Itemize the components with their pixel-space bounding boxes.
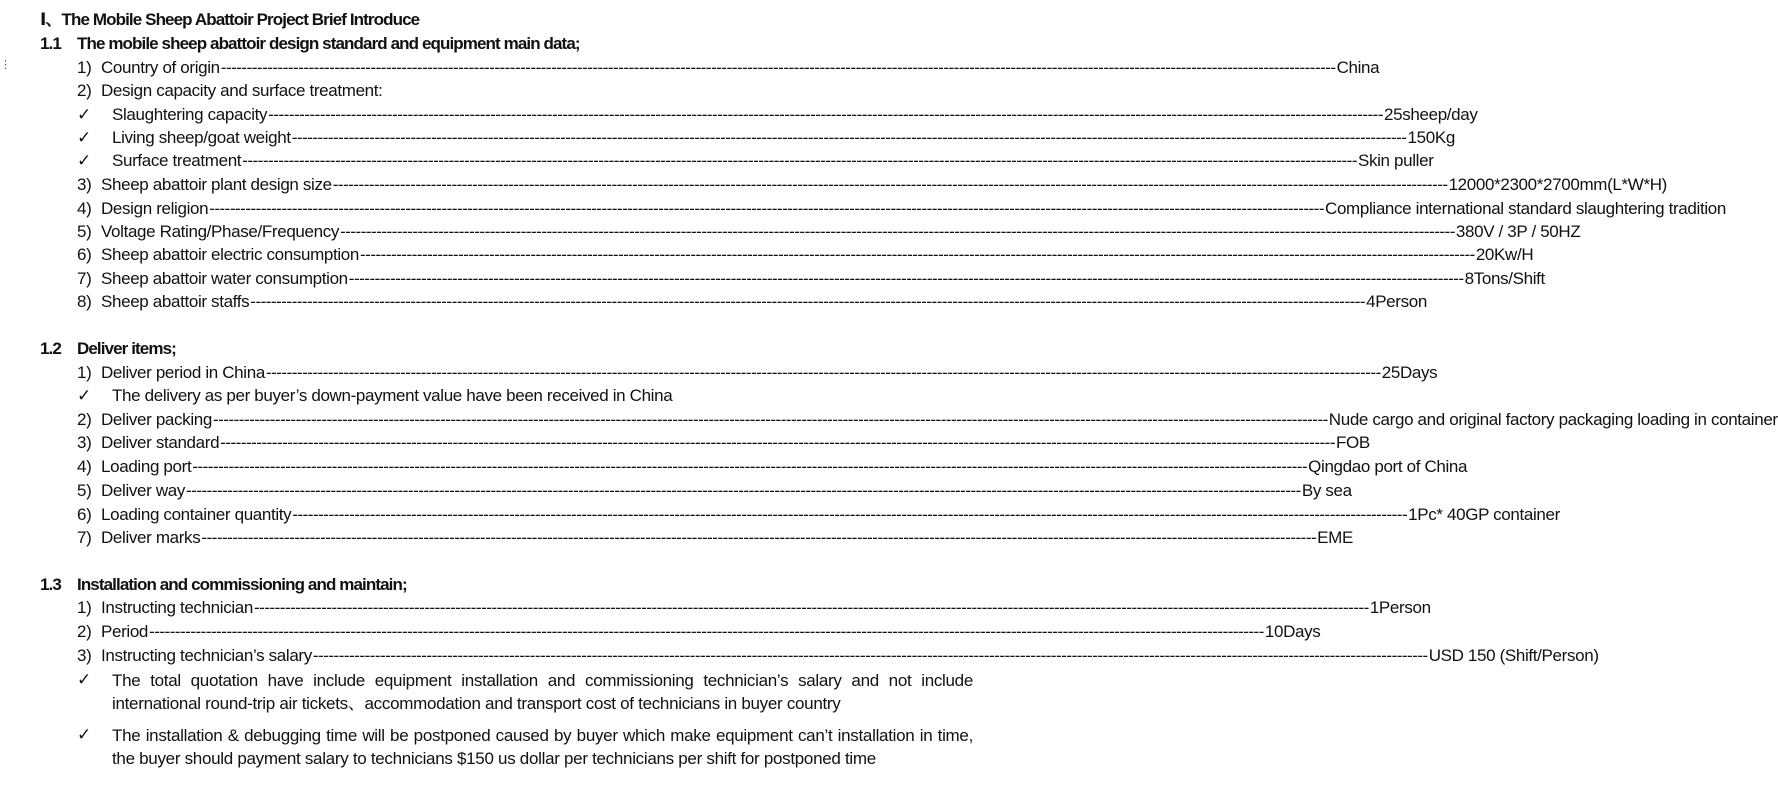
spec-label: Design religion — [101, 199, 209, 218]
section-heading-1-3 — [0, 574, 996, 596]
leader-dashes: ------------------------------------------------------------------------------------------------------------------------------------------------------------------------------------------------------------------------ — [348, 269, 1464, 288]
spec-value: 380V / 3P / 50HZ — [1455, 222, 1581, 241]
spec-value: USD 150 (Shift/Person) — [1428, 646, 1599, 665]
deliver-row-period — [101, 362, 1438, 384]
spec-value: Skin puller — [1357, 151, 1434, 170]
leader-dashes: ------------------------------------------------------------------------------------------------------------------------------------------------------------------------------------------------------------------------ — [192, 457, 1308, 476]
item-marker: 5) — [77, 481, 92, 500]
deliver-row-container-qty — [101, 504, 1560, 526]
leader-dashes: ------------------------------------------------------------------------------------------------------------------------------------------------------------------------------------------------------------------------ — [265, 363, 1381, 382]
spec-value: EME — [1317, 528, 1353, 547]
spec-label: Deliver standard — [101, 433, 220, 452]
leader-dashes: ------------------------------------------------------------------------------------------------------------------------------------------------------------------------------------------------------------------------ — [220, 58, 1336, 77]
install-row-technician — [101, 597, 1431, 619]
document-title: Ⅰ、The Mobile Sheep Abattoir Project Brief Introduce — [40, 10, 420, 29]
spec-value: 4Person — [1366, 292, 1427, 311]
check-icon: ✓ — [77, 151, 91, 170]
deliver-row-marks — [101, 527, 1353, 549]
note-postponement: The installation & debugging time will be postponed caused by buyer which make equipment can’t installation in time, the buyer should payment salary to technicians $150 us dollar per technicians per shift for postponed time — [112, 726, 973, 768]
spec-label: Sheep abattoir plant design size — [101, 175, 332, 194]
spec-value: 1Pc* 40GP container — [1408, 505, 1560, 524]
item-marker: 5) — [77, 222, 92, 241]
spec-value: By sea — [1301, 481, 1352, 500]
item-marker: 6) — [77, 245, 92, 264]
spec-value: Nude cargo and original factory packaging loading in container — [1328, 410, 1778, 429]
spec-value: Qingdao port of China — [1308, 457, 1468, 476]
note-quotation: The total quotation have include equipment installation and commissioning technician’s salary and not include international round-trip air tickets、accommodation and transport cost of technicians in buyer country — [112, 671, 973, 713]
spec-label: Deliver period in China — [101, 363, 265, 382]
check-icon: ✓ — [77, 670, 91, 689]
spec-row-plant-size — [101, 174, 1667, 196]
spec-label: Deliver way — [101, 481, 186, 500]
spec-value: 20Kw/H — [1475, 245, 1534, 264]
item-marker: 7) — [77, 269, 92, 288]
item-marker: 6) — [77, 505, 92, 524]
leader-dashes: ------------------------------------------------------------------------------------------------------------------------------------------------------------------------------------------------------------------------ — [149, 622, 1264, 641]
check-icon: ✓ — [77, 386, 91, 405]
leader-dashes: ------------------------------------------------------------------------------------------------------------------------------------------------------------------------------------------------------------------------ — [292, 505, 1408, 524]
item-marker: 3) — [77, 646, 92, 665]
item-marker: 8) — [77, 292, 92, 311]
item-marker: 2) — [77, 410, 92, 429]
spec-row-living-weight — [112, 127, 1455, 149]
deliver-row-packing — [101, 409, 1778, 431]
deliver-row-loading-port — [101, 456, 1468, 478]
leader-dashes: ------------------------------------------------------------------------------------------------------------------------------------------------------------------------------------------------------------------------ — [360, 245, 1475, 264]
subheading-design-capacity: Design capacity and surface treatment: — [101, 81, 383, 100]
spec-label: Living sheep/goat weight — [112, 128, 291, 147]
section-title: Deliver items; — [77, 339, 176, 358]
leader-dashes: ------------------------------------------------------------------------------------------------------------------------------------------------------------------------------------------------------------------------ — [312, 646, 1428, 665]
spec-label: Period — [101, 622, 149, 641]
section-number: 1.3 — [40, 575, 61, 594]
section-heading-1-1 — [0, 33, 996, 55]
install-row-salary — [101, 645, 1599, 667]
section-number: 1.2 — [40, 339, 61, 358]
leader-dashes: ------------------------------------------------------------------------------------------------------------------------------------------------------------------------------------------------------------------------ — [340, 222, 1455, 241]
spec-row-country — [101, 57, 1380, 79]
spec-value: 25sheep/day — [1384, 105, 1478, 124]
leader-dashes: ------------------------------------------------------------------------------------------------------------------------------------------------------------------------------------------------------------------------ — [186, 481, 1301, 500]
page-edge-mark: ⋮ — [0, 59, 11, 71]
spec-row-surface-treatment — [112, 150, 1434, 172]
section-title: The mobile sheep abattoir design standard and equipment main data; — [77, 34, 580, 53]
spec-value: China — [1336, 58, 1380, 77]
spec-label: Sheep abattoir staffs — [101, 292, 250, 311]
item-marker: 2) — [77, 81, 92, 100]
spec-label: Deliver marks — [101, 528, 201, 547]
deliver-row-standard — [101, 432, 1370, 454]
spec-label: Country of origin — [101, 58, 220, 77]
check-icon: ✓ — [77, 128, 91, 147]
leader-dashes: ------------------------------------------------------------------------------------------------------------------------------------------------------------------------------------------------------------------------ — [254, 598, 1369, 617]
spec-row-slaughtering-capacity — [112, 104, 1478, 126]
leader-dashes: ------------------------------------------------------------------------------------------------------------------------------------------------------------------------------------------------------------------------ — [212, 410, 1328, 429]
item-marker: 4) — [77, 199, 92, 218]
section-title: Installation and commissioning and maintain; — [77, 575, 407, 594]
spec-label: Voltage Rating/Phase/Frequency — [101, 222, 340, 241]
leader-dashes: ------------------------------------------------------------------------------------------------------------------------------------------------------------------------------------------------------------------------ — [250, 292, 1366, 311]
spec-label: Surface treatment — [112, 151, 242, 170]
item-marker: 3) — [77, 175, 92, 194]
spec-value: 8Tons/Shift — [1464, 269, 1545, 288]
spec-label: Instructing technician’s salary — [101, 646, 312, 665]
spec-row-design-religion — [101, 198, 1726, 220]
spec-label: Instructing technician — [101, 598, 253, 617]
spec-label: Sheep abattoir electric consumption — [101, 245, 360, 264]
item-marker: 1) — [77, 598, 92, 617]
leader-dashes: ------------------------------------------------------------------------------------------------------------------------------------------------------------------------------------------------------------------------ — [242, 151, 1357, 170]
spec-label: Slaughtering capacity — [112, 105, 268, 124]
spec-value: FOB — [1336, 433, 1370, 452]
leader-dashes: ------------------------------------------------------------------------------------------------------------------------------------------------------------------------------------------------------------------------ — [220, 433, 1335, 452]
spec-row-voltage — [101, 221, 1581, 243]
deliver-row-way — [101, 480, 1352, 502]
leader-dashes: ------------------------------------------------------------------------------------------------------------------------------------------------------------------------------------------------------------------------ — [209, 199, 1325, 218]
item-marker: 3) — [77, 433, 92, 452]
leader-dashes: ------------------------------------------------------------------------------------------------------------------------------------------------------------------------------------------------------------------------ — [291, 128, 1407, 147]
spec-label: Sheep abattoir water consumption — [101, 269, 348, 288]
spec-row-staffs — [101, 291, 1427, 313]
spec-row-electric — [101, 244, 1534, 266]
spec-value: 10Days — [1264, 622, 1321, 641]
leader-dashes: ------------------------------------------------------------------------------------------------------------------------------------------------------------------------------------------------------------------------ — [332, 175, 1448, 194]
spec-row-water — [101, 268, 1545, 290]
section-number: 1.1 — [40, 34, 61, 53]
spec-value: 1Person — [1369, 598, 1431, 617]
check-icon: ✓ — [77, 105, 91, 124]
spec-value: Compliance international standard slaughtering tradition — [1325, 199, 1726, 218]
item-marker: 1) — [77, 58, 92, 77]
spec-label: Deliver packing — [101, 410, 212, 429]
item-marker: 4) — [77, 457, 92, 476]
spec-value: 150Kg — [1407, 128, 1455, 147]
spec-value: 12000*2300*2700mm(L*W*H) — [1448, 175, 1667, 194]
item-marker: 1) — [77, 363, 92, 382]
install-row-period — [101, 621, 1321, 643]
leader-dashes: ------------------------------------------------------------------------------------------------------------------------------------------------------------------------------------------------------------------------ — [268, 105, 1384, 124]
delivery-note: The delivery as per buyer’s down-payment value have been received in China — [112, 386, 673, 405]
spec-label: Loading port — [101, 457, 192, 476]
check-icon: ✓ — [77, 725, 91, 744]
item-marker: 2) — [77, 622, 92, 641]
leader-dashes: ------------------------------------------------------------------------------------------------------------------------------------------------------------------------------------------------------------------------ — [201, 528, 1317, 547]
spec-value: 25Days — [1381, 363, 1438, 382]
spec-label: Loading container quantity — [101, 505, 292, 524]
item-marker: 7) — [77, 528, 92, 547]
section-heading-1-2 — [0, 338, 996, 360]
